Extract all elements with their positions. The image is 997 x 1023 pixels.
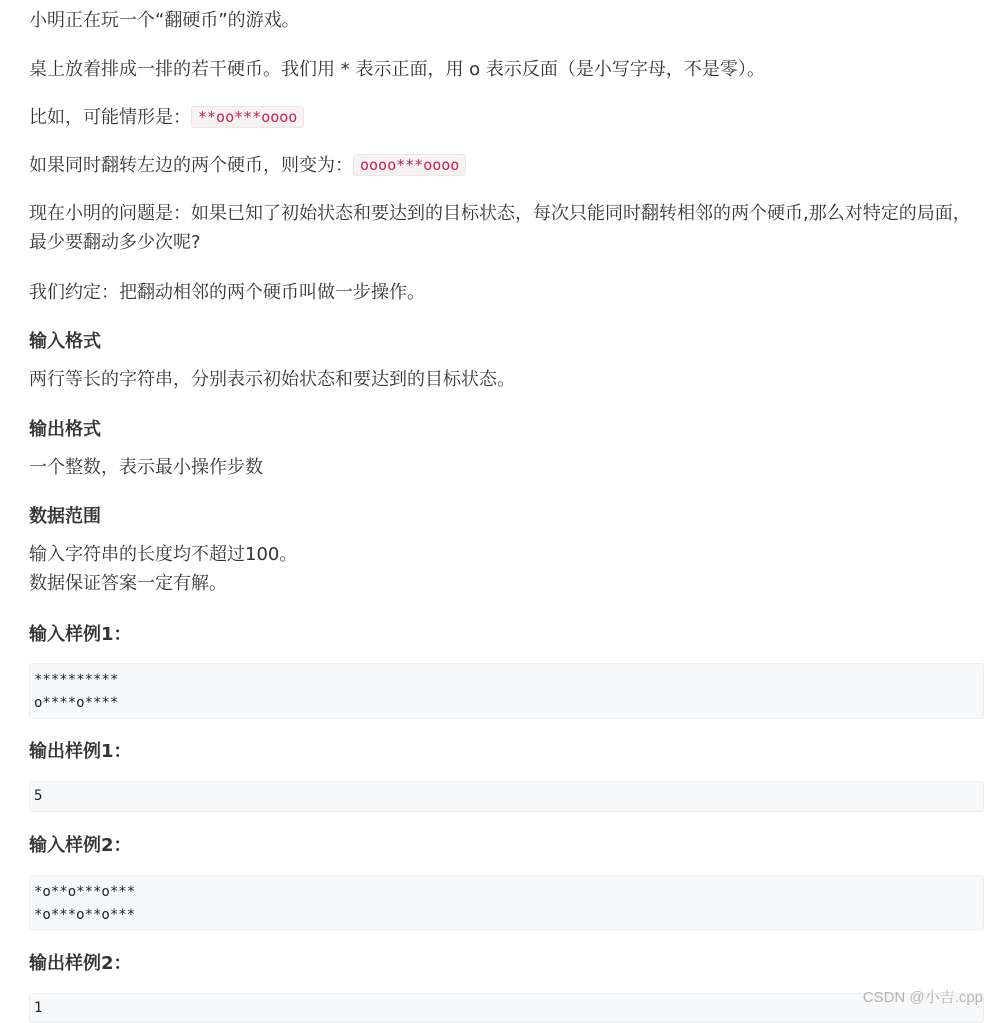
sample-output-1-heading: 输出样例1： [29,741,132,762]
sample-output-1-value: 5 [34,788,43,804]
sample-input-1-line-2: o****o**** [34,695,119,711]
output-format-text: 一个整数，表示最小操作步数 [29,457,263,478]
sample-input-2-line-1: *o**o***o*** [34,884,136,900]
example-state-paragraph [29,103,304,132]
sample-output-2-block [29,993,984,1023]
example-state-label: 比如，可能情形是： [29,107,191,128]
sample-output-2-heading: 输出样例2： [29,953,132,974]
coin-notation-paragraph: 桌上放着排成一排的若干硬币。我们用 * 表示正面，用 o 表示反面（是小写字母，不是零）。 [29,59,765,80]
convention-paragraph: 我们约定：把翻动相邻的两个硬币叫做一步操作。 [29,282,425,303]
flip-example-paragraph [29,151,466,180]
sample-input-1-heading: 输入样例1： [29,624,132,645]
data-range-heading: 数据范围 [29,506,101,527]
input-format-text: 两行等长的字符串，分别表示初始状态和要达到的目标状态。 [29,369,515,390]
output-format-heading: 输出格式 [29,419,101,440]
sample-input-2-line-2: *o***o**o*** [34,907,136,923]
question-paragraph: 现在小明的问题是：如果已知了初始状态和要达到的目标状态，每次只能同时翻转相邻的两个硬币,那么对特定的局面，最少要翻动多少次呢? [29,203,971,253]
sample-input-1-line-1: ********** [34,672,119,688]
data-range-line-1: 输入字符串的长度均不超过100。 [29,544,298,565]
sample-input-2-block [29,875,984,930]
flip-example-code: oooo***oooo [353,154,466,176]
sample-input-1-block [29,663,984,719]
input-format-heading: 输入格式 [29,331,101,352]
sample-output-1-block [29,781,984,812]
data-range-line-2: 数据保证答案一定有解。 [29,573,227,594]
example-state-code: **oo***oooo [191,106,304,128]
sample-output-2-value: 1 [34,1000,43,1016]
sample-input-2-heading: 输入样例2： [29,835,132,856]
intro-paragraph: 小明正在玩一个“翻硬币”的游戏。 [29,10,300,31]
csdn-watermark: CSDN @小吉.cpp [862,989,983,1006]
flip-example-label: 如果同时翻转左边的两个硬币，则变为： [29,155,353,176]
